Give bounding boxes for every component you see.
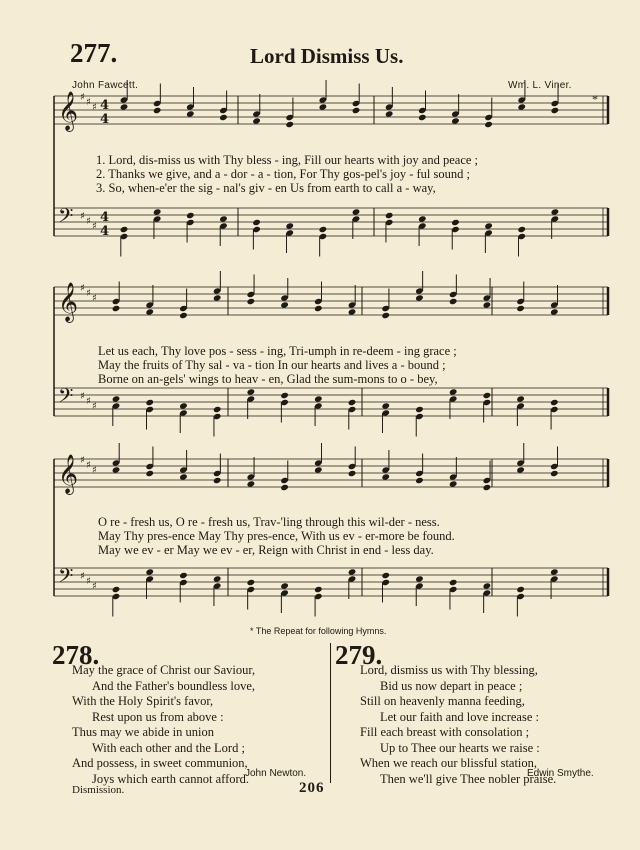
note-head	[145, 399, 154, 406]
sharp-icon: ♯	[86, 288, 91, 299]
column-divider	[330, 643, 331, 783]
note-head	[352, 107, 361, 114]
sharp-icon: ♯	[86, 576, 91, 587]
note-head	[280, 582, 289, 589]
poem-line: Fill each breast with consolation ;	[360, 725, 530, 739]
note-head	[381, 572, 390, 579]
note-head	[213, 294, 222, 301]
bass-clef-icon: 𝄢	[58, 384, 74, 412]
page-number: 206	[299, 780, 325, 796]
sharp-icon: ♯	[86, 97, 91, 108]
poem-line: With each other and the Lord ;	[92, 740, 245, 755]
poem-line: Thus may we abide in union	[72, 725, 214, 739]
note-head	[517, 226, 526, 233]
time-signature: 4	[100, 210, 110, 225]
note-head	[385, 212, 394, 219]
note-head	[381, 312, 390, 319]
note-head	[153, 107, 162, 114]
note-head	[449, 579, 458, 586]
bass-clef-icon: 𝄢	[58, 564, 74, 592]
poem-line: Bid us now depart in peace ;	[380, 678, 523, 693]
lyric-line: Borne on an-gels' wings to heav - en, Glad the sum-mons to o - bey,	[98, 372, 438, 386]
note-head	[219, 215, 228, 222]
lyric-line: 2. Thanks we give, and a - dor - a - tion, For Thy gos-pel's joy - ful sound ;	[96, 167, 470, 181]
note-head	[213, 575, 222, 582]
note-head	[550, 399, 559, 406]
note-head	[348, 399, 357, 406]
note-head	[484, 222, 493, 229]
poem-line: Then we'll give Thee nobler praise.	[380, 771, 557, 786]
note-head	[451, 219, 460, 226]
note-head	[314, 305, 323, 312]
sharp-icon: ♯	[80, 571, 85, 582]
repeat-mark: *	[592, 92, 598, 106]
poem-line: Up to Thee our hearts we raise :	[380, 740, 540, 755]
poem-line: When we reach our blissful station,	[360, 756, 538, 770]
note-head	[285, 121, 294, 128]
note-head	[112, 305, 121, 312]
note-head	[418, 215, 427, 222]
note-head	[415, 406, 424, 413]
sharp-icon: ♯	[86, 396, 91, 407]
note-head	[145, 568, 154, 575]
note-head	[348, 470, 357, 477]
note-head	[551, 208, 560, 215]
note-head	[319, 226, 328, 233]
treble-clef-icon: 𝄞	[58, 454, 79, 494]
note-head	[280, 484, 289, 491]
note-head	[280, 392, 289, 399]
note-head	[385, 110, 394, 117]
sharp-icon: ♯	[92, 465, 97, 476]
note-head	[449, 388, 458, 395]
sharp-icon: ♯	[86, 460, 91, 471]
note-head	[252, 117, 261, 124]
hymn-number: 277.	[70, 38, 118, 68]
note-head	[247, 480, 256, 487]
note-head	[418, 114, 427, 121]
note-head	[112, 466, 121, 473]
section-label: Dismission.	[72, 784, 125, 796]
note-head	[415, 477, 424, 484]
note-head	[516, 586, 525, 593]
sharp-icon: ♯	[86, 216, 91, 227]
note-head	[252, 219, 261, 226]
poem-line: Lord, dismiss us with Thy blessing,	[360, 663, 538, 677]
note-head	[348, 308, 357, 315]
note-head	[112, 586, 121, 593]
bass-clef-icon: 𝄢	[58, 204, 74, 232]
note-head	[219, 114, 228, 121]
note-head	[381, 473, 390, 480]
poem-line: May the grace of Christ our Saviour,	[72, 663, 256, 677]
note-head	[449, 480, 458, 487]
time-signature: 4	[100, 98, 110, 113]
note-head	[145, 308, 154, 315]
sharp-icon: ♯	[80, 211, 85, 222]
poem-line: With the Holy Spirit's favor,	[72, 694, 214, 708]
poem-line: Still on heavenly manna feeding,	[360, 694, 525, 708]
note-head	[381, 402, 390, 409]
lyric-line: May we ev - er May we ev - er, Reign with Christ in end - less day.	[98, 543, 434, 557]
note-head	[449, 298, 458, 305]
sharp-icon: ♯	[92, 102, 97, 113]
sharp-icon: ♯	[80, 92, 85, 103]
hymn-title: Lord Dismiss Us.	[250, 44, 404, 68]
sharp-icon: ♯	[92, 581, 97, 592]
note-head	[120, 226, 129, 233]
note-head	[451, 117, 460, 124]
treble-clef-icon: 𝄞	[58, 282, 79, 322]
note-head	[112, 395, 121, 402]
sharp-icon: ♯	[80, 283, 85, 294]
note-head	[516, 395, 525, 402]
sharp-icon: ♯	[80, 455, 85, 466]
note-head	[285, 222, 294, 229]
note-head	[213, 406, 222, 413]
sharp-icon: ♯	[92, 221, 97, 232]
repeat-footnote: * The Repeat for following Hymns.	[250, 626, 387, 636]
note-head	[483, 582, 492, 589]
note-head	[213, 477, 222, 484]
note-head	[179, 473, 188, 480]
note-head	[247, 298, 256, 305]
words-credit: John Fawcett.	[72, 80, 139, 91]
note-head	[483, 301, 492, 308]
time-signature: 4	[100, 112, 110, 127]
note-head	[145, 470, 154, 477]
note-head	[179, 402, 188, 409]
note-head	[186, 110, 195, 117]
hymn-279-number: 279.	[335, 640, 383, 670]
hymn-279-author: Edwin Smythe.	[527, 768, 594, 779]
note-head	[314, 466, 323, 473]
time-signature: 4	[100, 224, 110, 239]
note-head	[483, 484, 492, 491]
note-head	[348, 568, 357, 575]
lyric-line: O re - fresh us, O re - fresh us, Trav-'ling through this wil-der - ness.	[98, 515, 440, 529]
poem-line: And possess, in sweet communion,	[72, 756, 248, 770]
lyric-line: 1. Lord, dis-miss us with Thy bless - ing, Fill our hearts with joy and peace ;	[96, 153, 479, 167]
note-head	[186, 212, 195, 219]
poem-line: Let our faith and love increase :	[380, 709, 539, 724]
hymn-278-author: John Newton.	[245, 768, 307, 779]
lyric-line: May Thy pres-ence May Thy pres-ence, With us ev - er-more be found.	[98, 529, 455, 543]
note-head	[551, 107, 560, 114]
note-head	[179, 312, 188, 319]
note-head	[516, 466, 525, 473]
note-head	[516, 305, 525, 312]
poem-line: Joys which earth cannot afford.	[92, 771, 250, 786]
poem-line: And the Father's boundless love,	[92, 678, 255, 693]
note-head	[153, 208, 162, 215]
note-head	[517, 103, 526, 110]
hymn-278-text	[72, 663, 255, 787]
note-head	[352, 208, 361, 215]
note-head	[550, 568, 559, 575]
note-head	[179, 572, 188, 579]
note-head	[483, 392, 492, 399]
note-head	[550, 470, 559, 477]
poem-line: Rest upon us from above :	[92, 709, 224, 724]
note-head	[415, 575, 424, 582]
note-head	[247, 388, 256, 395]
music-credit: Wm. L. Viner.	[508, 80, 572, 91]
lyric-line: Let us each, Thy love pos - sess - ing, Tri-umph in re-deem - ing grace ;	[98, 344, 457, 358]
note-head	[314, 395, 323, 402]
note-head	[484, 121, 493, 128]
lyric-line: 3. So, when-e'er the sig - nal's giv - en Us from earth to call a - way,	[96, 181, 436, 195]
note-head	[247, 579, 256, 586]
note-head	[415, 294, 424, 301]
lyric-line: May the fruits of Thy sal - va - tion In our hearts and lives a - bound ;	[98, 358, 446, 372]
note-head	[314, 586, 323, 593]
note-head	[280, 301, 289, 308]
sharp-icon: ♯	[92, 401, 97, 412]
hymn-278-number: 278.	[52, 640, 100, 670]
note-head	[120, 103, 129, 110]
sharp-icon: ♯	[80, 391, 85, 402]
treble-clef-icon: 𝄞	[58, 91, 79, 131]
sharp-icon: ♯	[92, 293, 97, 304]
note-head	[550, 308, 559, 315]
note-head	[319, 103, 328, 110]
